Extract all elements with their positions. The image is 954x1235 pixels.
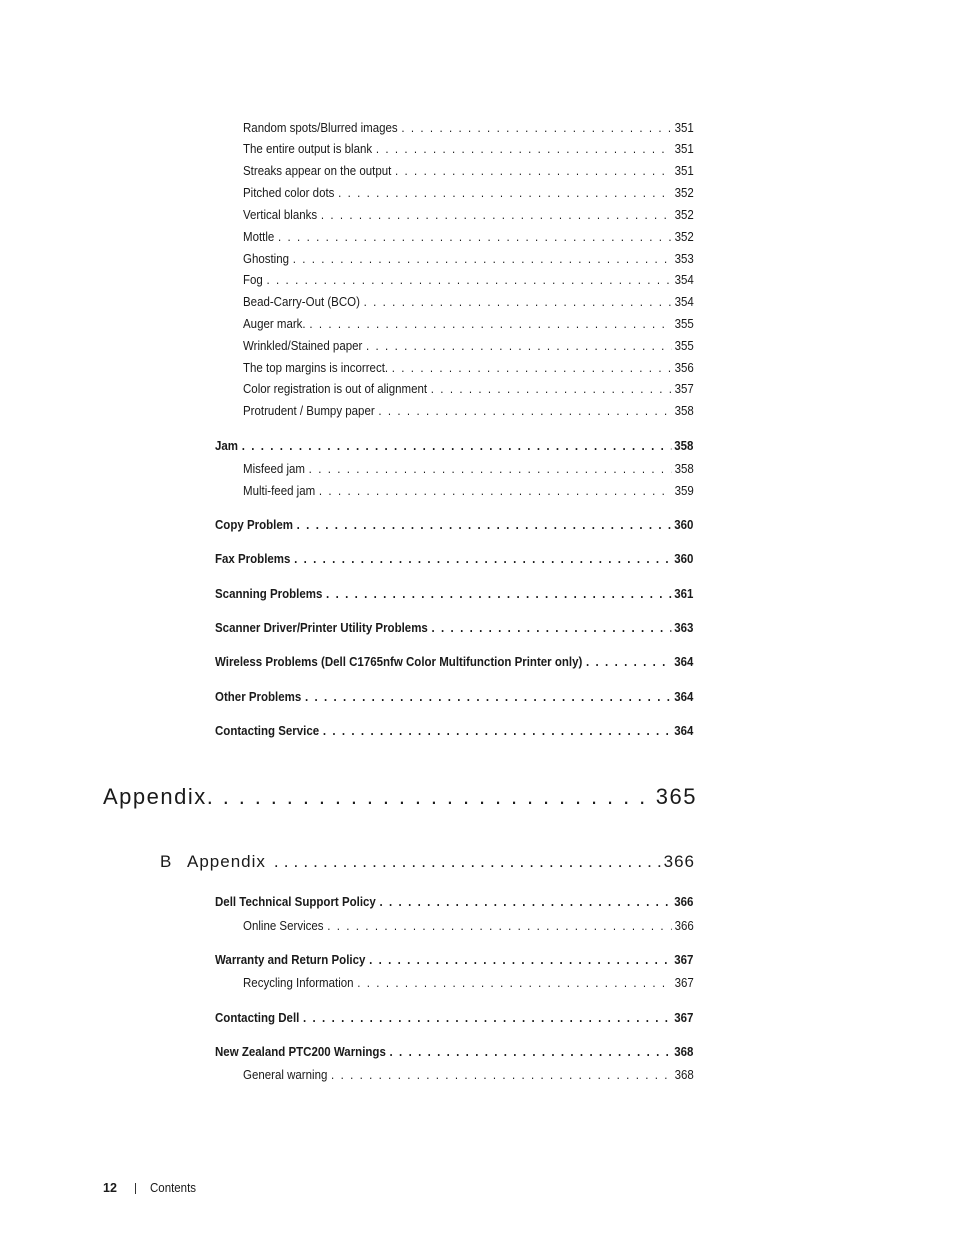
leader-dots [431,381,672,397]
toc-entry-title: Jam [215,439,239,453]
toc-entry-page-number: 368 [674,1068,694,1082]
toc-entry-page-number: 360 [674,552,694,566]
leader-dots [293,251,672,267]
toc-entry-subheading[interactable] [243,360,694,376]
toc-entry-title: Multi-feed jam [243,484,316,498]
toc-entry-page-number: 358 [674,462,694,476]
leader-dots [323,723,671,739]
toc-entry-title: Contacting Dell [215,1011,300,1025]
toc-entry-page-number: 352 [674,208,694,222]
leader-dots [278,229,672,245]
toc-entry-page-number: 364 [674,655,694,669]
toc-entry-page-number: 355 [674,339,694,353]
toc-entry-heading[interactable] [215,723,693,739]
toc-entry-subheading[interactable] [243,1067,694,1083]
toc-entry-page-number: 352 [674,230,694,244]
toc-entry-heading[interactable] [215,620,693,636]
toc-entry-subheading[interactable] [243,185,694,201]
leader-dots [401,120,671,136]
toc-entry-heading[interactable] [215,689,693,705]
toc-entry-subheading[interactable] [243,381,694,397]
leader-dots [274,852,664,872]
toc-entry-subheading[interactable] [243,316,694,332]
leader-dots [364,294,672,310]
leader-dots [380,894,672,910]
toc-entry-subheading[interactable] [243,120,694,136]
chapter-heading-appendix[interactable] [160,852,695,878]
leader-dots [267,272,672,288]
toc-entry-page-number: 368 [674,1045,694,1059]
toc-entry-title: General warning [243,1068,328,1082]
part-title: Appendix [103,784,207,809]
toc-entry-subheading[interactable] [243,141,694,157]
toc-entry-page-number: 357 [674,382,694,396]
toc-entry-title: Wireless Problems (Dell C1765nfw Color Multifunction Printer only) [215,655,583,669]
toc-entry-title: Scanner Driver/Printer Utility Problems [215,621,428,635]
toc-entry-page-number: 353 [674,252,694,266]
toc-entry-page-number: 352 [674,186,694,200]
toc-entry-title: Pitched color dots [243,186,335,200]
footer-section-label: Contents [150,1181,197,1195]
toc-entry-heading[interactable] [215,551,693,567]
toc-entry-page-number: 359 [674,484,694,498]
toc-entry-title: Wrinkled/Stained paper [243,339,363,353]
toc-entry-subheading[interactable] [243,163,694,179]
toc-entry-page-number: 354 [674,295,694,309]
toc-entry-title: Random spots/Blurred images [243,121,398,135]
toc-entry-subheading[interactable] [243,272,694,288]
leader-dots [303,1010,671,1026]
toc-entry-subheading[interactable] [243,918,694,934]
leader-dots [331,1067,672,1083]
footer-divider [135,1183,136,1194]
toc-entry-heading[interactable] [215,1010,693,1026]
leader-dots [395,163,672,179]
toc-entry-title: Contacting Service [215,724,320,738]
toc-entry-subheading[interactable] [243,461,694,477]
leader-dots [390,1044,672,1060]
toc-entry-page-number: 367 [674,976,694,990]
chapter-page-number: 366 [663,852,695,871]
toc-entry-subheading[interactable] [243,483,694,499]
part-page-number: 365 [655,784,697,809]
toc-entry-title: The entire output is blank [243,142,373,156]
toc-entry-title: Dell Technical Support Policy [215,895,376,909]
toc-entry-title: Misfeed jam [243,462,305,476]
toc-entry-heading[interactable] [215,517,693,533]
leader-dots [338,185,672,201]
leader-dots [207,784,656,810]
toc-entry-title: Online Services [243,919,324,933]
toc-entry-subheading[interactable] [243,403,694,419]
toc-entry-subheading[interactable] [243,294,694,310]
toc-entry-heading[interactable] [215,1044,693,1060]
toc-entry-page-number: 360 [674,518,694,532]
toc-entry-title: Streaks appear on the output [243,164,392,178]
toc-entry-subheading[interactable] [243,975,694,991]
page-footer [103,1181,200,1195]
leader-dots [378,403,671,419]
toc-entry-heading[interactable] [215,894,693,910]
leader-dots [369,952,671,968]
toc-entry-title: Bead-Carry-Out (BCO) [243,295,360,309]
leader-dots [366,338,672,354]
toc-entry-subheading[interactable] [243,251,694,267]
toc-entry-title: Vertical blanks [243,208,318,222]
toc-entry-subheading[interactable] [243,229,694,245]
toc-entry-page-number: 351 [674,164,694,178]
toc-entry-title: Fog [243,273,263,287]
toc-entry-page-number: 351 [674,142,694,156]
toc-entry-page-number: 364 [674,724,694,738]
toc-entry-title: Scanning Problems [215,587,323,601]
toc-entry-heading[interactable] [215,952,693,968]
toc-entry-title: Ghosting [243,252,290,266]
toc-entry-page-number: 354 [674,273,694,287]
leader-dots [392,360,672,376]
leader-dots [309,316,671,332]
toc-entry-title: Warranty and Return Policy [215,953,366,967]
leader-dots [242,438,672,454]
toc-entry-title: Protrudent / Bumpy paper [243,404,375,418]
toc-entry-subheading[interactable] [243,338,694,354]
leader-dots [327,918,671,934]
toc-entry-title: Mottle [243,230,275,244]
footer-page-number: 12 [103,1181,117,1195]
leader-dots [309,461,672,477]
leader-dots [376,141,672,157]
toc-entry-page-number: 361 [674,587,694,601]
toc-entry-page-number: 364 [674,690,694,704]
toc-entry-page-number: 363 [674,621,694,635]
leader-dots [319,483,672,499]
toc-entry-page-number: 367 [674,953,694,967]
chapter-title: Appendix [187,852,266,871]
leader-dots [294,551,671,567]
toc-entry-heading[interactable] [215,586,693,602]
part-heading-appendix[interactable] [103,784,697,818]
leader-dots [586,654,671,670]
toc-entry-page-number: 351 [674,121,694,135]
toc-entry-title: Color registration is out of alignment [243,382,428,396]
leader-dots [297,517,672,533]
toc-entry-title: Other Problems [215,690,302,704]
toc-entry-page-number: 367 [674,1011,694,1025]
chapter-letter: B [160,852,173,871]
toc-entry-title: Copy Problem [215,518,293,532]
toc-entry-page-number: 358 [674,439,694,453]
toc-entry-title: Recycling Information [243,976,354,990]
toc-entry-heading[interactable] [215,438,693,454]
leader-dots [305,689,671,705]
toc-entry-title: Fax Problems [215,552,291,566]
toc-entry-title: The top margins is incorrect. [243,361,389,375]
toc-entry-page-number: 355 [674,317,694,331]
toc-entry-subheading[interactable] [243,207,694,223]
leader-dots [432,620,672,636]
leader-dots [357,975,671,991]
toc-entry-page-number: 356 [674,361,694,375]
leader-dots [326,586,671,602]
leader-dots [321,207,672,223]
toc-entry-page-number: 358 [674,404,694,418]
toc-entry-title: Auger mark. [243,317,306,331]
toc-entry-page-number: 366 [674,919,694,933]
toc-entry-page-number: 366 [674,895,694,909]
toc-entry-heading[interactable] [215,654,693,670]
toc-entry-title: New Zealand PTC200 Warnings [215,1045,386,1059]
